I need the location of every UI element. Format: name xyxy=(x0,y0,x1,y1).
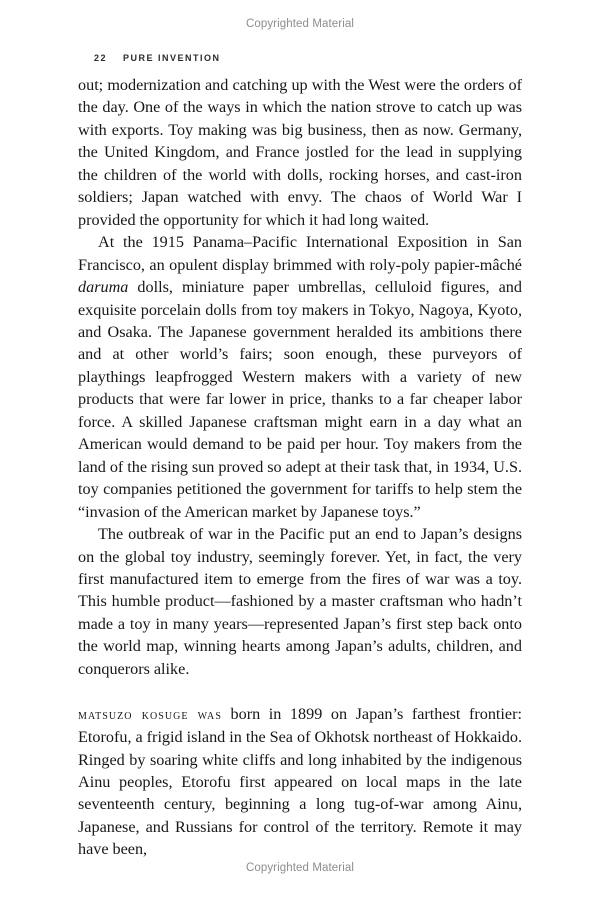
paragraph-2-tail-text: dolls, miniature paper umbrellas, celluloid figures, and exquisite porcelain dolls from toy makers in Tokyo, Nagoya, Kyoto, and Osaka. The Japanese government heralded its ambitions there and at other world’s fairs; soon enough, these purveyors of playthings leapfrogged Western makers with a variety of new products that were far lower in price, thanks to a far cheaper labor force. A skilled Japanese craftsman might earn in a day what an American would demand to be paid per hour. Toy makers from the land of the rising sun proved so adept at their task that, in 1934, U.S. toy companies petitioned the government for tariffs to help stem the “invasion of the American market by Japanese toys.” xyxy=(78,278,522,521)
paragraph-3: The outbreak of war in the Pacific put an end to Japan’s designs on the global toy industry, seemingly forever. Yet, in fact, the very first manufactured item to emerge from the fires of war was a toy. This humble product—fashioned by a master craftsman who hadn’t made a toy in many years—represented Japan’s first step back onto the world map, winning hearts among Japan’s adults, children, and conquerors alike. xyxy=(78,525,522,678)
body-text-block xyxy=(78,74,522,861)
watermark-top: Copyrighted Material xyxy=(245,18,355,30)
page-folio-number: 22 xyxy=(94,53,108,63)
paragraph-4 xyxy=(78,703,522,861)
paragraph-2 xyxy=(78,231,522,523)
running-head xyxy=(78,43,221,73)
watermark-bottom: Copyrighted Material xyxy=(245,862,355,874)
paragraph-2-lead-text: At the 1915 Panama–Pacific International Exposition in San Francisco, an opulent display brimmed with roly-poly papier-mâché xyxy=(78,233,522,274)
paragraph-4-text: born in 1899 on Japan’s farthest frontier: Etorofu, a frigid island in the Sea of Okhotsk northeast of Hokkaido. Ringed by soaring white cliffs and long inhabited by the indigenous Ainu peoples, Etorofu first appeared on local maps in the late seventeenth century, beginning a long tug-of-war among Ainu, Japanese, and Russians for control of the territory. Remote it may have been, xyxy=(78,704,522,859)
italic-term-daruma: daruma xyxy=(78,278,129,297)
running-head-title: PURE INVENTION xyxy=(123,53,221,63)
paragraph-1: out; modernization and catching up with the West were the orders of the day. One of the ways in which the nation strove to catch up was with exports. Toy making was big business, then as now. Germany, the United Kingdom, and France jostled for the lead in supplying the children of the world with dolls, rocking horses, and cast-iron soldiers; Japan watched with envy. The chaos of World War I provided the opportunity for which it had long waited. xyxy=(78,76,522,229)
small-caps-opening-phrase: matsuzo kosuge was xyxy=(78,706,222,723)
